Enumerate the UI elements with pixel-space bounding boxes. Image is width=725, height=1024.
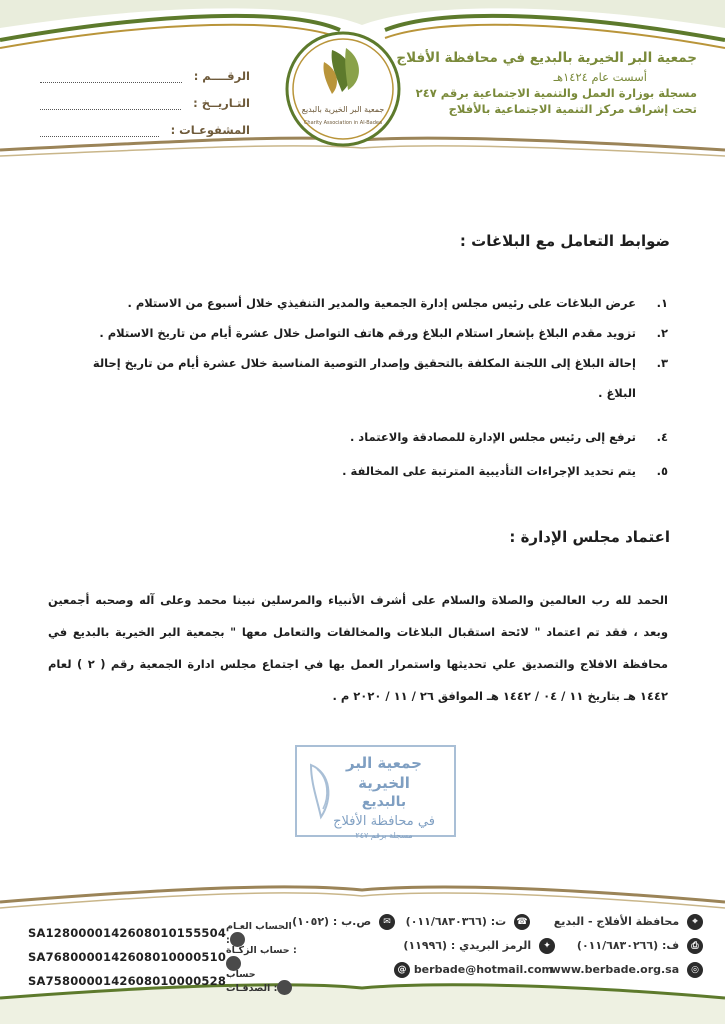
phone-icon: ☎ — [514, 914, 530, 930]
reference-number-line — [40, 70, 182, 83]
stamp-line-1: جمعية البر الخيرية — [345, 754, 422, 792]
footer-website-text[interactable]: www.berbade.org.sa — [550, 963, 680, 976]
reference-date-row — [40, 83, 250, 110]
footer-pobox — [292, 914, 395, 930]
list-item-text: يتم تحديد الإجراءات التأديبية المترتبة على المخالفة . — [342, 464, 636, 478]
reference-fields — [40, 56, 250, 137]
footer-pobox-text: ص.ب : (١٠٥٢) — [292, 915, 372, 928]
list-item-number: ٢. — [656, 326, 668, 340]
list-item — [68, 288, 668, 318]
registration-line: مسجلة بوزارة العمل والتنمية الاجتماعية برقم ٢٤٧ — [415, 86, 697, 100]
list-item-number: ٣. — [656, 356, 668, 370]
list-item-number: ٥. — [656, 464, 668, 478]
footer-website[interactable] — [551, 962, 703, 978]
reference-attachments-label: المشفوعـات : — [170, 123, 250, 137]
founded-line: أسست عام ١٤٢٤هـ — [553, 70, 647, 84]
list-item — [68, 348, 668, 408]
footer-postal-code — [403, 938, 555, 954]
list-item — [68, 420, 668, 454]
reference-attachments-row — [40, 110, 250, 137]
account-number: SA1280000142608010155504 — [28, 925, 227, 940]
organization-info — [367, 50, 697, 118]
reference-attachments-line — [40, 124, 159, 137]
supervision-line: تحت إشراف مركز التنمية الاجتماعية بالأفلاج — [448, 102, 697, 116]
list-item — [68, 318, 668, 348]
section-title-complaints: ضوابط التعامل مع البلاغات : — [459, 232, 670, 250]
stamp-line-4: مسجلة برقم ٢٤٧ — [355, 831, 413, 840]
complaints-rules-list — [68, 288, 668, 408]
list-item — [68, 454, 668, 488]
footer-phone — [406, 914, 530, 930]
official-stamp — [295, 745, 456, 840]
account-label: الحساب العـام : — [226, 921, 292, 946]
complaints-subrules-list — [68, 420, 668, 488]
bank-icon — [277, 980, 292, 995]
reference-date-line — [40, 97, 181, 110]
footer-fax — [577, 938, 703, 954]
list-item-text: إحالة البلاغ إلى اللجنة المكلفة بالتحقيق وإصدار التوصية المناسبة خلال عشرة أيام من تاريخ إحالة البلاغ . — [92, 356, 636, 400]
account-row-charity — [28, 966, 298, 995]
list-item-text: تزويد مقدم البلاغ بإشعار استلام البلاغ ورقم هاتف التواصل خلال عشرة أيام من تاريخ الاستلام . — [99, 326, 636, 340]
postal-icon: ✦ — [539, 938, 555, 954]
footer-email[interactable] — [390, 962, 553, 978]
section-title-board-approval: اعتماد مجلس الإدارة : — [509, 528, 670, 546]
stamp-line-2: بالبديع — [361, 794, 407, 810]
account-number: SA7680000142608010000510 — [28, 949, 227, 964]
reference-number-row — [40, 56, 250, 83]
globe-icon: ◎ — [687, 962, 703, 978]
footer-postal-code-text: الرمز البريدي : (١١٩٩٦) — [403, 939, 532, 952]
list-item-number: ١. — [656, 296, 668, 310]
fax-icon: ⎙ — [687, 938, 703, 954]
organization-name: جمعية البر الخيرية بالبديع في محافظة الأفلاج — [396, 50, 697, 66]
mailbox-icon: ✉ — [379, 914, 395, 930]
reference-date-label: التـاريــخ : — [193, 96, 250, 110]
email-icon: @ — [394, 962, 410, 978]
logo-text: جمعية البر الخيرية بالبديع — [301, 105, 385, 114]
account-label: حساب الزكـاة : — [226, 945, 297, 956]
account-label: حساب الصدقـات : — [226, 969, 278, 994]
footer-phone-text: ت: (٠١١/٦٨٣٠٣٦٦) — [405, 915, 507, 928]
account-number: SA7580000142608010000528 — [28, 973, 227, 988]
approval-paragraph: الحمد لله رب العالمين والصلاة والسلام على أشرف الأنبياء والمرسلين نبينا محمد وعلى آله وصحبه أجمعين وبعد ، فقد تم اعتماد " لائحة استقبال البلاغات والمخالفات والتعامل معها " بجمعية البر الخيرية بالبديع في محافظة الافلاج والتصديق علي تحديثها واستمرار العمل بها في اجتماع مجلس ادارة الجمعية رقم ( ٢ ) لعام ١٤٤٢ هـ بتاريخ ١١ / ٠٤ / ١٤٤٢ هـ الموافق ٢٦ / ١١ / ٢٠٢٠ م . — [48, 593, 668, 703]
location-icon: ⌖ — [687, 914, 703, 930]
footer-fax-text: ف: (٠١١/٦٨٣٠٢٦٦) — [576, 939, 680, 952]
reference-number-label: الرقــــم : — [193, 69, 250, 83]
stamp-text — [328, 753, 440, 841]
footer-address-text: محافظة الأفلاج - البديع — [553, 915, 680, 928]
list-item-number: ٤. — [656, 430, 668, 444]
footer-address — [554, 914, 703, 930]
stamp-line-3: في محافظة الأفلاج — [333, 814, 435, 829]
list-item-text: عرض البلاغات على رئيس مجلس إدارة الجمعية والمدير التنفيذي خلال أسبوع من الاستلام . — [127, 296, 636, 310]
logo-subtext: Charity Association in Al-Badea — [303, 120, 383, 126]
footer-email-text[interactable]: berbade@hotmail.com — [413, 963, 553, 976]
list-item-text: ترفع إلى رئيس مجلس الإدارة للمصادقة والاعتماد . — [349, 430, 636, 444]
